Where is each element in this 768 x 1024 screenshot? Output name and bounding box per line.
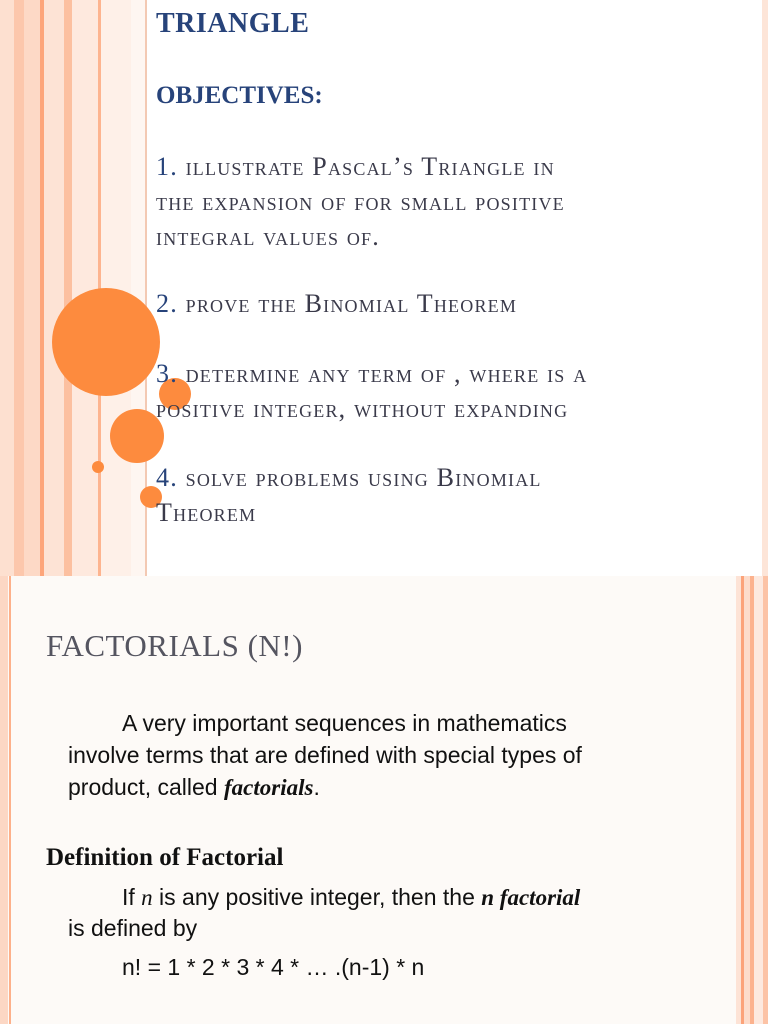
objectives-label: OBJECTIVES:: [156, 82, 323, 109]
objective-line: Theorem: [156, 498, 257, 527]
objective-number: 2.: [156, 289, 178, 318]
large-circle-decoration: [52, 288, 160, 396]
objective-number: 1.: [156, 152, 178, 181]
factorial-formula: n! = 1 * 2 * 3 * 4 * … .(n-1) * n: [122, 954, 425, 980]
objective-item-1: [156, 149, 565, 254]
objective-item-2: [156, 286, 517, 321]
variable-n: n: [141, 885, 153, 910]
emphasis-factorials: factorials: [223, 775, 314, 800]
objective-line: positive integer, without expanding: [156, 394, 569, 423]
definition-text: is any positive integer, then the: [152, 884, 482, 910]
objective-number: 3.: [156, 359, 178, 388]
left-edge-stripe: [0, 576, 8, 1024]
decorative-stripes: [0, 0, 145, 576]
tiny-circle-decoration: [92, 461, 104, 473]
left-edge-line: [9, 576, 11, 1024]
slide-title: FACTORIALS (N!): [46, 628, 303, 663]
objective-number: 4.: [156, 463, 178, 492]
emphasis-n-factorial: n factorial: [481, 885, 581, 910]
objective-item-3: [156, 356, 587, 426]
objective-line: illustrate Pascal’s Triangle in: [185, 152, 555, 181]
objective-line: solve problems using Binomial: [185, 463, 542, 492]
intro-line-3: [68, 772, 320, 803]
definition-text: If: [122, 884, 142, 910]
objective-item-4: [156, 460, 542, 530]
intro-line-2: involve terms that are defined with special types of: [68, 742, 582, 768]
slide-factorials: [0, 576, 768, 1024]
objective-line: prove the Binomial Theorem: [185, 289, 518, 318]
objective-line: determine any term of , where is a: [185, 359, 588, 388]
slide-heading: TRIANGLE: [156, 8, 310, 39]
intro-suffix: .: [313, 774, 320, 800]
definition-line-1: [122, 882, 580, 913]
objective-line: integral values of.: [156, 222, 380, 251]
intro-text: product, called: [68, 774, 224, 800]
right-edge-stripes: [736, 576, 768, 1024]
definition-heading: Definition of Factorial: [46, 844, 284, 871]
objective-line: the expansion of for small positive: [156, 187, 565, 216]
definition-line-2: is defined by: [68, 915, 198, 941]
intro-line-1: A very important sequences in mathematics: [122, 710, 567, 736]
right-edge-stripe: [762, 0, 768, 576]
